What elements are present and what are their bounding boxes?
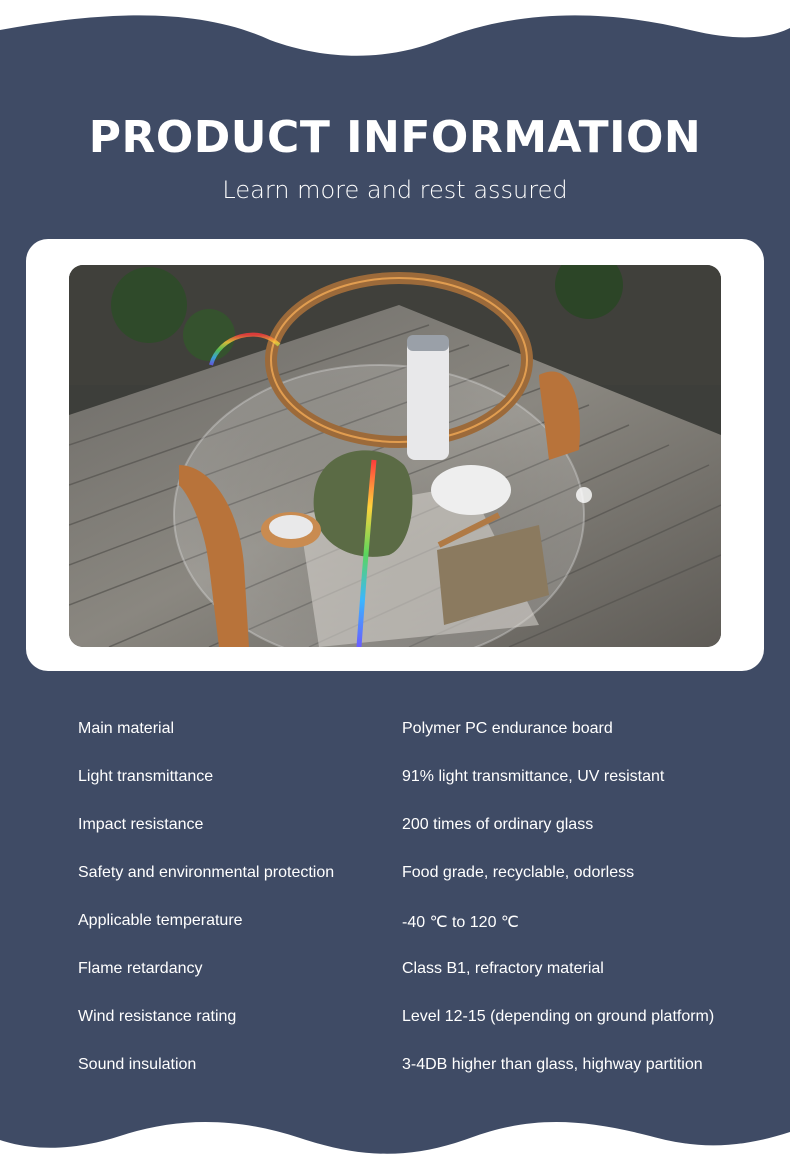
page-title: PRODUCT INFORMATION — [88, 112, 702, 163]
spec-table — [78, 706, 758, 1090]
spec-label: Light transmittance — [78, 768, 214, 785]
page-subtitle: Learn more and rest assured — [222, 176, 568, 204]
spec-row — [78, 1042, 758, 1090]
product-photo — [69, 265, 721, 647]
spec-label: Safety and environmental protection — [78, 864, 335, 881]
spec-value: 91% light transmittance, UV resistant — [402, 768, 665, 785]
spec-value: 3-4DB higher than glass, highway partition — [402, 1056, 703, 1073]
spec-value: Level 12-15 (depending on ground platform) — [402, 1008, 715, 1025]
spec-label: Applicable temperature — [78, 912, 243, 929]
spec-label: Sound insulation — [78, 1056, 197, 1073]
spec-row — [78, 802, 758, 850]
spec-label: Main material — [78, 720, 175, 737]
spec-value: -40 ℃ to 120 ℃ — [402, 914, 519, 931]
spec-row — [78, 706, 758, 754]
spec-row — [78, 754, 758, 802]
spec-value: Food grade, recyclable, odorless — [402, 864, 635, 881]
spec-value: Class B1, refractory material — [402, 960, 604, 977]
spec-value: Polymer PC endurance board — [402, 720, 613, 737]
spec-row — [78, 850, 758, 898]
bubble-tent-illustration — [69, 265, 721, 647]
spec-row — [78, 898, 758, 946]
spec-value: 200 times of ordinary glass — [402, 816, 594, 833]
spec-row — [78, 946, 758, 994]
spec-label: Flame retardancy — [78, 960, 203, 977]
spec-label: Impact resistance — [78, 816, 204, 833]
spec-label: Wind resistance rating — [78, 1008, 237, 1025]
spec-row — [78, 994, 758, 1042]
